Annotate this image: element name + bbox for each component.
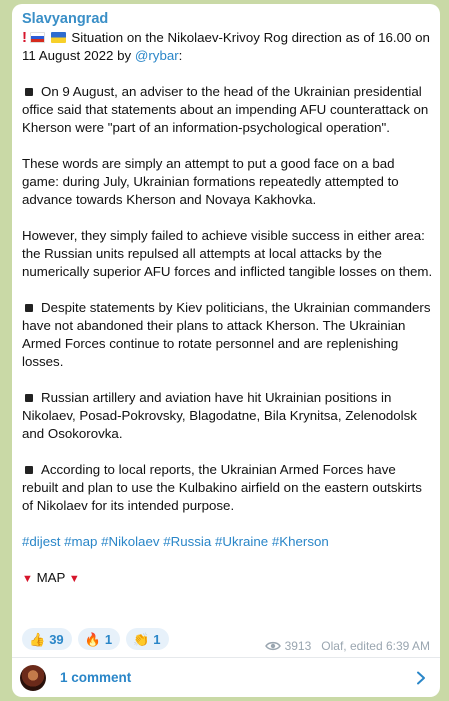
paragraph-4	[22, 299, 434, 371]
reaction-count: 1	[153, 631, 161, 647]
fire-icon: 🔥	[84, 631, 101, 647]
thumbs-up-icon: 👍	[29, 631, 46, 647]
exclamation-icon: !	[22, 29, 27, 46]
reaction-fire[interactable]	[78, 628, 120, 650]
paragraph-1-text: On 9 August, an adviser to the head of the Ukrainian presidential office said that statements about an impending AFU counterattack on Kherson were "part of an information-psychological operation".	[22, 84, 429, 135]
black-square-icon	[25, 394, 33, 402]
clap-icon: 👏	[133, 631, 150, 647]
chevron-right-icon	[414, 671, 428, 685]
hashtag-link[interactable]: #Nikolaev	[101, 534, 160, 549]
header-text: Situation on the Nikolaev-Krivoy Rog direction as of 16.00 on 11 August 2022 by	[22, 30, 430, 63]
paragraph-4-text: Despite statements by Kiev politicians, the Ukrainian commanders have not abandoned their plans to attack Kherson. The Ukrainian Armed Forces continue to rotate personnel and are replenishing losses.	[22, 300, 431, 369]
author-edited-time: Olaf, edited 6:39 AM	[321, 639, 430, 653]
header-paragraph	[22, 29, 434, 65]
mention-link[interactable]: @rybar	[134, 48, 179, 63]
hashtags	[22, 533, 434, 551]
black-square-icon	[25, 88, 33, 96]
map-label: MAP	[36, 570, 66, 585]
red-triangle-down-icon: ▼	[22, 573, 33, 585]
paragraph-5	[22, 389, 434, 443]
paragraph-3: However, they simply failed to achieve visible success in either area: the Russian units repulsed all attempts at local attacks by the numerically superior AFU forces and inflicted tangible losses on them.	[22, 228, 433, 279]
header-colon: :	[178, 48, 183, 63]
paragraph-1	[22, 83, 434, 137]
comments-button[interactable]	[12, 658, 440, 697]
hashtag-link[interactable]: #map	[64, 534, 98, 549]
reaction-count: 1	[104, 631, 113, 647]
comments-label: 1 comment	[60, 670, 132, 685]
message-text	[22, 29, 434, 588]
view-count: 3913	[284, 639, 312, 653]
hashtag-link[interactable]: #dijest	[22, 534, 61, 549]
reaction-count: 39	[49, 631, 64, 647]
message-bubble	[12, 4, 440, 697]
paragraph-2: These words are simply an attempt to put a good face on a bad game: during July, Ukrainian formations repeatedly attempted to advance towards Kherson and Novaya Kakhovka.	[22, 156, 399, 207]
map-line	[22, 569, 434, 588]
hashtag-link[interactable]: #Kherson	[271, 534, 329, 549]
paragraph-6-text: According to local reports, the Ukrainian Armed Forces have rebuilt and plan to use the Kulbakino airfield on the eastern outskirts of Nikolaev for its intended purpose.	[22, 462, 422, 513]
black-square-icon	[25, 304, 33, 312]
channel-name[interactable]: Slavyangrad	[22, 11, 109, 27]
reaction-clap[interactable]	[126, 628, 168, 650]
reactions-bar	[22, 628, 169, 650]
avatar	[20, 665, 46, 691]
red-triangle-down-icon: ▼	[68, 573, 80, 585]
reaction-thumbs-up[interactable]	[22, 628, 72, 650]
ukraine-flag-icon	[51, 32, 66, 43]
russia-flag-icon	[30, 32, 45, 43]
hashtag-link[interactable]: #Russia	[163, 534, 212, 549]
black-square-icon	[25, 466, 33, 474]
message-meta	[265, 639, 430, 653]
eye-icon	[265, 641, 281, 651]
paragraph-6	[22, 461, 434, 515]
paragraph-5-text: Russian artillery and aviation have hit Ukrainian positions in Nikolaev, Posad-Pokrovsky, Blagodatne, Bila Krynitsa, Zelenodolsk and Osokorovka.	[22, 390, 417, 441]
hashtag-link[interactable]: #Ukraine	[214, 534, 269, 549]
